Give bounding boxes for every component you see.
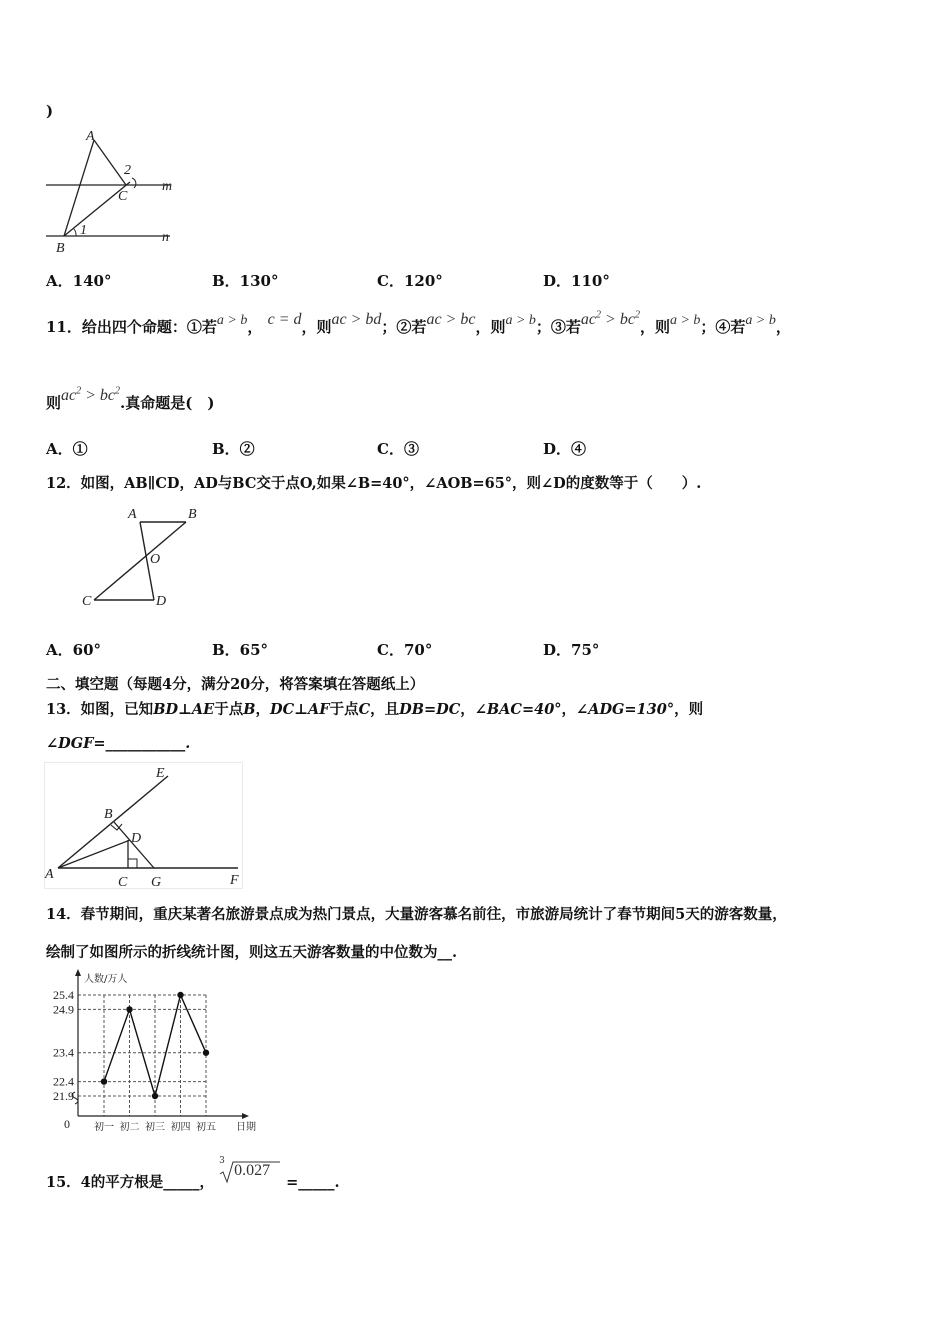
q12-option-c: C．70° (377, 641, 433, 659)
q11-math-9b: > bc (81, 387, 116, 404)
chart-xtick-label: 初二 (119, 1122, 140, 1133)
q11-sep-4: ，则 (475, 318, 506, 336)
q10-label-1: 1 (80, 223, 87, 238)
chart-data-point (101, 1078, 107, 1084)
q11-sup-1: 2 (596, 309, 602, 321)
q13-figure (44, 762, 249, 892)
q10-label-m: m (162, 179, 173, 194)
q13-label-b: B (104, 807, 113, 822)
chart-x-axis-label: 日期 (236, 1122, 256, 1133)
q12-option-b: B．65° (212, 641, 269, 659)
q14-line1: 14．春节期间，重庆某著名旅游景点成为热门景点，大量游客慕名前往，市旅游局统计了春节期间5天的游客数量， (46, 906, 787, 923)
q11-math-8: a > b (745, 313, 776, 328)
q13-label-a: A (45, 867, 54, 882)
q11-then: 则 (46, 394, 62, 412)
q11-line2 (46, 385, 215, 413)
q14-line2: 绘制了如图所示的折线统计图，则这五天游客数量的中位数为__. (46, 944, 458, 961)
q11-math-9a: ac (61, 387, 77, 404)
q10-option-d: D．110° (543, 272, 610, 290)
q11-option-c: C．③ (377, 440, 419, 458)
section-2-heading: 二、填空题（每题4分，满分20分，将答案填在答题纸上） (46, 676, 425, 693)
chart-data-point (152, 1093, 158, 1099)
q13-line2: ∠DGF=___________. (46, 735, 191, 752)
q10-option-b: B．130° (212, 272, 279, 290)
q13-text-g: 于点 (329, 701, 359, 718)
q11-sup-2: 2 (634, 309, 640, 321)
q10-option-c: C．120° (377, 272, 443, 290)
q11-math-4: ac > bc (426, 311, 476, 328)
chart-xtick-label: 初三 (145, 1122, 165, 1133)
q13-line1 (46, 698, 703, 719)
q11-sep-3: ；②若 (381, 318, 427, 336)
q11-line1 (46, 309, 791, 337)
q13-text-n: ∠ADG=130° (576, 701, 675, 718)
q11-math-5: a > b (505, 313, 536, 328)
q12-option-d: D．75° (543, 641, 600, 659)
chart-origin-label: 0 (64, 1117, 70, 1131)
q13-text-f: DC⊥AF (270, 701, 330, 718)
q12-figure (78, 504, 208, 614)
q11-prefix: 11．给出四个命题：①若 (46, 318, 217, 336)
q13-text-o: ，则 (674, 701, 704, 718)
q13-text-h: C (358, 701, 371, 718)
q11-math-6 (581, 311, 640, 328)
q13-text-k: ， (460, 701, 475, 718)
q10-paren: ) (46, 102, 54, 120)
q11-sup-3: 2 (76, 385, 82, 397)
q11-math-2: c = d (267, 311, 302, 328)
q12-label-a: A (128, 507, 137, 522)
chart-ytick-label: 23.4 (53, 1045, 74, 1060)
chart-y-arrow-icon (75, 969, 81, 976)
q13-text-c: 于点 (214, 701, 244, 718)
q11-sup-4: 2 (115, 385, 121, 397)
q11-math-7: a > b (669, 313, 701, 328)
q11-math-9 (61, 387, 120, 404)
q12-label-o: O (150, 552, 161, 567)
q11-sep-7: ；④若 (700, 318, 746, 336)
q13-text-i: ，且 (370, 701, 400, 718)
q13-label-d: D (131, 831, 142, 846)
q13-label-f: F (230, 873, 239, 888)
chart-y-axis-label: 人数/万人 (84, 974, 128, 985)
q11-sep-6: ，则 (639, 318, 670, 336)
q12-option-a: A．60° (46, 641, 102, 659)
q11-option-d: D．④ (543, 440, 587, 458)
q15-line (46, 1156, 340, 1192)
chart-data-point (177, 992, 183, 998)
q11-math-1: a > b (216, 313, 248, 328)
chart-xtick-label: 初一 (94, 1122, 114, 1133)
q13-text-l: ∠BAC=40° (474, 701, 562, 718)
chart-xtick-label: 初五 (196, 1122, 216, 1133)
q15-cube-root (219, 1156, 281, 1192)
q12-label-c: C (82, 594, 92, 609)
q12-text: 12．如图，AB∥CD，AD与BC交于点O,如果∠B=40°，∠AOB=65°，则∠D的度数等于（ ）. (46, 475, 702, 492)
q12-label-d: D (156, 594, 167, 609)
q11-math-3: ac > bd (331, 311, 382, 328)
q11-option-a: A．① (46, 440, 88, 458)
chart-xtick-label: 初四 (170, 1122, 191, 1133)
q15-root-value: 0.027 (234, 1162, 271, 1179)
q13-text-b: BD⊥AE (153, 701, 215, 718)
q11-option-b: B．② (212, 440, 255, 458)
chart-ytick-label: 21.9 (53, 1089, 74, 1103)
q15-text-a: 15．4的平方根是_____， (46, 1174, 215, 1191)
q11-math-6a: ac (580, 311, 597, 328)
q10-figure (42, 128, 182, 258)
q10-label-c: C (118, 189, 128, 204)
chart-ytick-label: 25.4 (53, 988, 74, 1002)
q15-root-index: 3 (219, 1156, 225, 1166)
q11-sep-1: ， (247, 318, 263, 336)
q11-sep-8: ， (775, 318, 791, 336)
chart-data-point (203, 1050, 209, 1056)
q14-line-chart (42, 966, 257, 1138)
chart-x-arrow-icon (242, 1113, 249, 1119)
chart-ytick-label: 24.9 (53, 1002, 74, 1017)
q13-text-j: DB=DC (399, 701, 461, 718)
q15-text-b: =_____. (286, 1174, 340, 1191)
chart-ytick-label: 22.4 (53, 1074, 74, 1089)
q10-option-a: A．140° (46, 272, 112, 290)
q11-sep-5: ；③若 (535, 318, 581, 336)
q11-question: .真命题是( ) (120, 394, 215, 412)
q13-label-c: C (118, 875, 128, 890)
q13-label-e: E (156, 766, 165, 781)
q13-label-g: G (151, 875, 162, 890)
q12-label-b: B (188, 507, 197, 522)
q13-text-e: ， (255, 701, 271, 718)
q10-label-2: 2 (124, 163, 131, 178)
q10-label-a: A (86, 129, 95, 144)
chart-data-point (126, 1006, 132, 1012)
q13-text-m: ， (561, 701, 577, 718)
q13-text-a: 13．如图，已知 (46, 701, 154, 718)
q10-label-b: B (56, 241, 65, 256)
q11-sep-2: ，则 (301, 318, 332, 336)
q10-label-n: n (162, 230, 169, 245)
q11-math-6b: > bc (601, 311, 635, 328)
q13-text-d: B (243, 701, 256, 718)
